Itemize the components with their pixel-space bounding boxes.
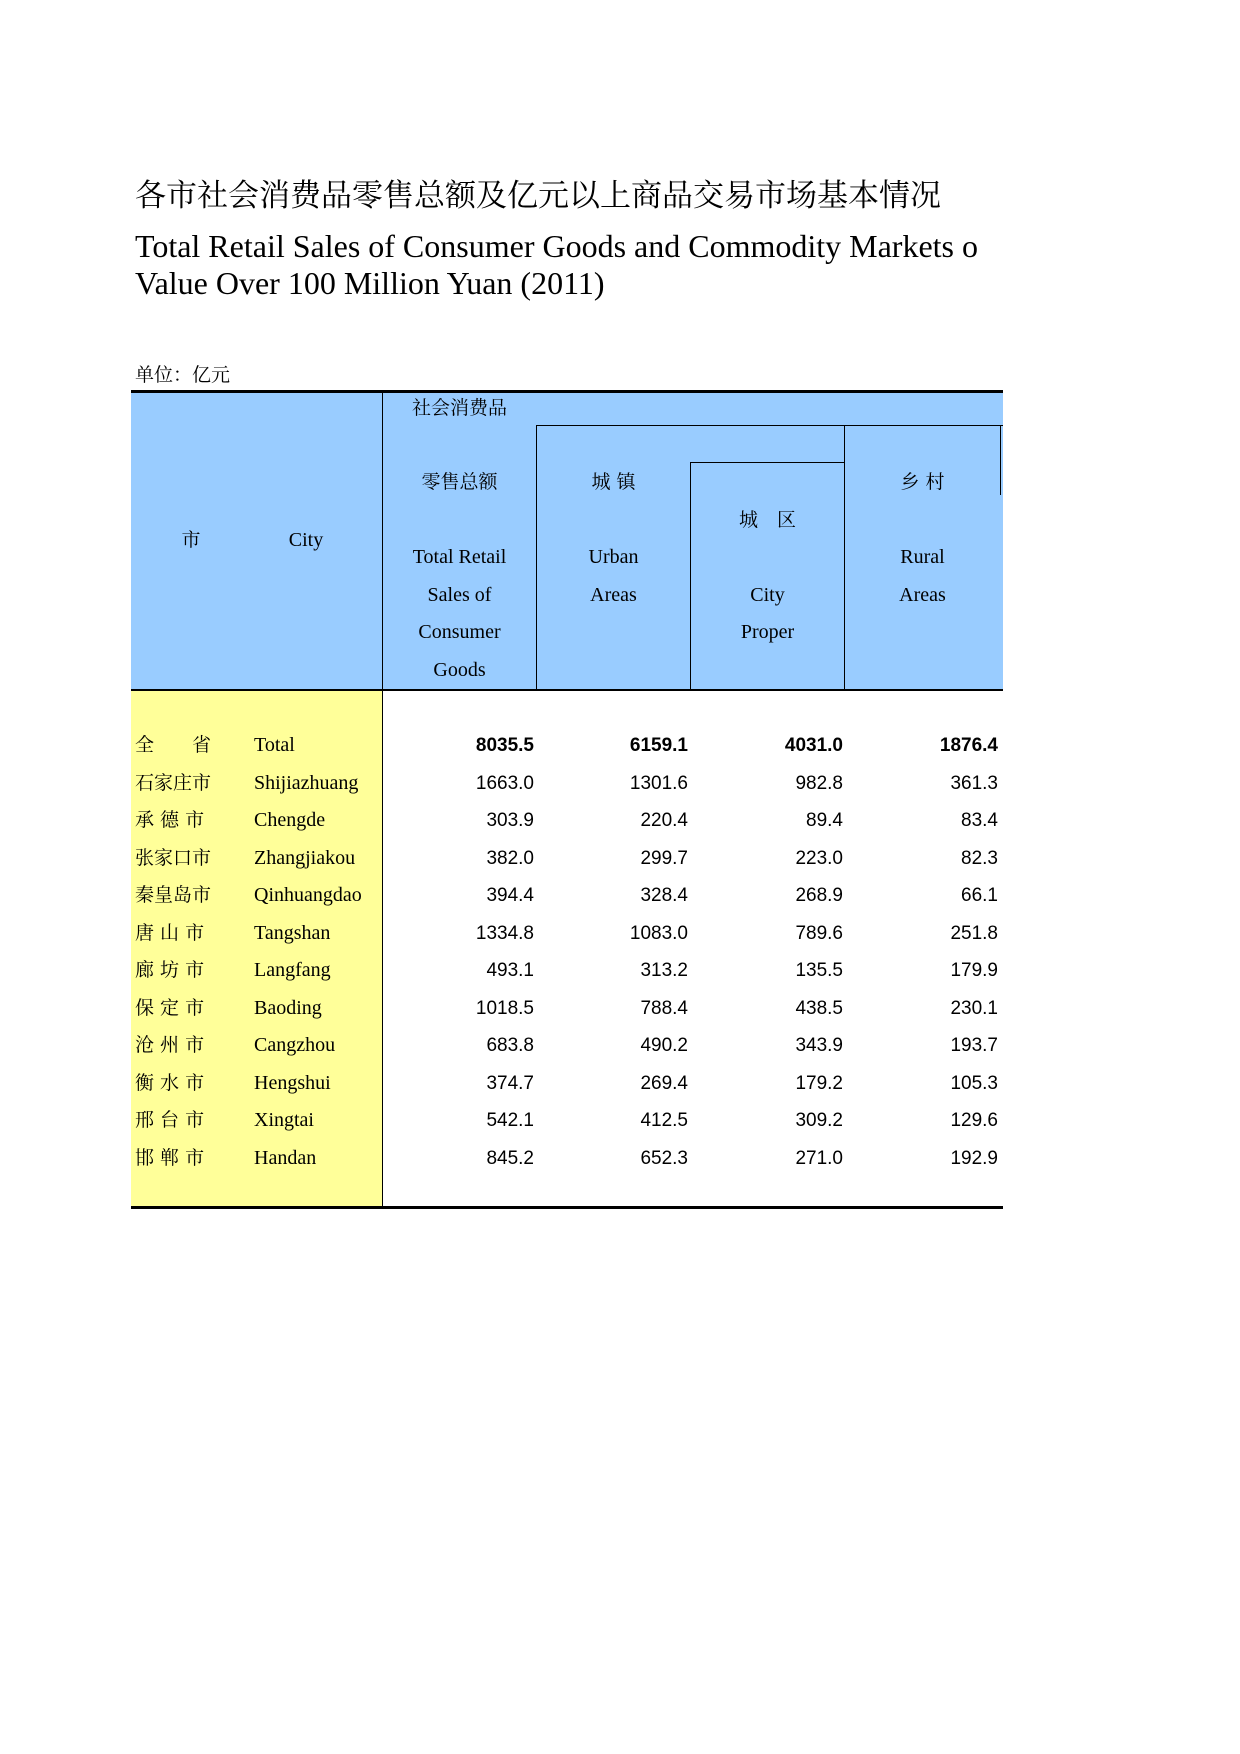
page-title-en: Total Retail Sales of Consumer Goods and Commodity Markets o bbox=[135, 228, 978, 264]
cell-total-sales: 374.7 bbox=[486, 1072, 534, 1094]
cell-urban: 220.4 bbox=[640, 810, 688, 831]
row-city-en: Tangshan bbox=[254, 921, 331, 944]
cell-rural: 230.1 bbox=[950, 997, 998, 1019]
cell-rural: 82.3 bbox=[961, 847, 998, 869]
table-row bbox=[131, 765, 1003, 803]
cell-city-proper: 309.2 bbox=[795, 1110, 843, 1131]
cell-urban: 6159.1 bbox=[629, 735, 688, 756]
row-city-cn: 保 定 市 bbox=[135, 996, 205, 1019]
header-rural-en-2: Areas bbox=[899, 584, 946, 606]
statistics-table bbox=[131, 390, 1003, 1220]
cell-urban: 313.2 bbox=[640, 960, 688, 981]
header-group-cn: 社会消费品 bbox=[411, 397, 507, 419]
cell-city-proper: 89.4 bbox=[806, 810, 843, 831]
table-row bbox=[131, 877, 1003, 915]
top-border bbox=[131, 390, 1003, 393]
cell-urban: 269.4 bbox=[640, 1072, 688, 1094]
cell-city-proper: 982.8 bbox=[795, 772, 843, 794]
row-city-cn: 石家庄市 bbox=[135, 771, 212, 794]
row-city-en: Baoding bbox=[254, 996, 322, 1019]
cell-total-sales: 845.2 bbox=[486, 1147, 534, 1169]
page-title-en-line2: Value Over 100 Million Yuan (2011) bbox=[135, 265, 605, 301]
cell-total-sales: 1663.0 bbox=[475, 772, 534, 794]
header-total-en-1: Total Retail bbox=[412, 546, 507, 568]
row-city-en: Shijiazhuang bbox=[254, 771, 359, 794]
cell-rural: 251.8 bbox=[950, 922, 998, 944]
table-row bbox=[131, 990, 1003, 1028]
cell-rural: 192.9 bbox=[950, 1147, 998, 1169]
header-city-en: City bbox=[288, 529, 324, 551]
cell-city-proper: 135.5 bbox=[795, 960, 843, 981]
cell-urban: 652.3 bbox=[640, 1147, 688, 1169]
cell-city-proper: 223.0 bbox=[795, 847, 843, 869]
row-city-en: Qinhuangdao bbox=[254, 884, 362, 906]
row-city-cn: 全 省 bbox=[135, 734, 212, 756]
unit-label: 单位：亿元 bbox=[135, 364, 231, 386]
row-city-cn: 衡 水 市 bbox=[135, 1071, 205, 1094]
header-urban-cn: 城 镇 bbox=[591, 471, 636, 493]
header-cityproper-en-2: Proper bbox=[740, 621, 795, 643]
table-row bbox=[131, 952, 1003, 990]
row-city-cn: 沧 州 市 bbox=[135, 1034, 205, 1056]
cell-rural: 105.3 bbox=[950, 1072, 998, 1094]
cell-city-proper: 268.9 bbox=[795, 885, 843, 906]
cell-total-sales: 1018.5 bbox=[475, 997, 534, 1019]
row-city-cn: 廊 坊 市 bbox=[135, 959, 205, 981]
cell-rural: 1876.4 bbox=[939, 735, 998, 756]
row-city-cn: 承 德 市 bbox=[135, 809, 205, 831]
header-rural-cn: 乡 村 bbox=[900, 471, 945, 493]
cell-total-sales: 1334.8 bbox=[475, 922, 534, 944]
cell-city-proper: 438.5 bbox=[795, 997, 843, 1019]
page-title-cn: 各市社会消费品零售总额及亿元以上商品交易市场基本情况 bbox=[135, 178, 941, 214]
row-city-en: Handan bbox=[254, 1146, 317, 1169]
cell-urban: 490.2 bbox=[640, 1035, 688, 1056]
cell-total-sales: 382.0 bbox=[486, 847, 534, 869]
table-row bbox=[131, 1102, 1003, 1140]
header-cityproper-cn: 城 区 bbox=[738, 509, 796, 531]
cell-rural: 66.1 bbox=[961, 885, 998, 906]
header-city-cn: 市 bbox=[181, 529, 201, 551]
row-city-en: Cangzhou bbox=[254, 1034, 336, 1056]
cityproper-top-rule bbox=[690, 462, 845, 463]
table-row bbox=[131, 915, 1003, 953]
cell-total-sales: 394.4 bbox=[486, 885, 534, 906]
header-total-en-2: Sales of bbox=[427, 584, 492, 606]
cell-city-proper: 789.6 bbox=[795, 922, 843, 944]
row-city-cn: 唐 山 市 bbox=[135, 921, 205, 944]
row-city-cn: 邢 台 市 bbox=[135, 1109, 205, 1131]
cityproper-left-rule bbox=[690, 462, 691, 690]
row-city-cn: 秦皇岛市 bbox=[135, 884, 212, 906]
row-city-en: Hengshui bbox=[254, 1071, 331, 1094]
header-bottom-border bbox=[131, 689, 1003, 691]
header-urban-en-1: Urban bbox=[588, 546, 639, 568]
cell-urban: 412.5 bbox=[640, 1110, 688, 1131]
cell-rural: 361.3 bbox=[950, 772, 998, 794]
cell-rural: 83.4 bbox=[961, 810, 998, 831]
cell-total-sales: 493.1 bbox=[486, 960, 534, 981]
header-total-cn: 零售总额 bbox=[421, 471, 498, 493]
table-row bbox=[131, 840, 1003, 878]
cell-city-proper: 343.9 bbox=[795, 1035, 843, 1056]
table-row bbox=[131, 802, 1003, 840]
cell-city-proper: 179.2 bbox=[795, 1072, 843, 1094]
cell-total-sales: 542.1 bbox=[486, 1110, 534, 1131]
cell-total-sales: 8035.5 bbox=[475, 735, 534, 756]
cell-rural: 179.9 bbox=[950, 960, 998, 981]
table-row bbox=[131, 1065, 1003, 1103]
cell-total-sales: 683.8 bbox=[486, 1035, 534, 1056]
header-cityproper-en-1: City bbox=[750, 584, 785, 606]
table-row bbox=[131, 1140, 1003, 1178]
row-city-en: Langfang bbox=[254, 959, 331, 981]
cell-city-proper: 4031.0 bbox=[784, 735, 843, 756]
cell-rural: 193.7 bbox=[950, 1035, 998, 1056]
subgroup-top-rule bbox=[536, 425, 1003, 426]
header-total-en-4: Goods bbox=[433, 659, 486, 681]
cell-rural: 129.6 bbox=[950, 1110, 998, 1131]
cell-urban: 1301.6 bbox=[629, 772, 688, 794]
cell-urban: 788.4 bbox=[640, 997, 688, 1019]
header-rural-en-1: Rural bbox=[900, 546, 945, 568]
cell-urban: 299.7 bbox=[640, 847, 688, 869]
rural-right-rule bbox=[1000, 425, 1001, 495]
row-city-en: Zhangjiakou bbox=[254, 846, 356, 869]
bottom-border bbox=[131, 1206, 1003, 1209]
header-total-en-3: Consumer bbox=[418, 621, 501, 643]
row-city-en: Total bbox=[254, 734, 295, 756]
row-city-cn: 邯 郸 市 bbox=[135, 1146, 205, 1169]
cell-urban: 328.4 bbox=[640, 885, 688, 906]
header-urban-en-2: Areas bbox=[590, 584, 637, 606]
cell-city-proper: 271.0 bbox=[795, 1147, 843, 1169]
cell-total-sales: 303.9 bbox=[486, 810, 534, 831]
row-city-en: Chengde bbox=[254, 809, 326, 831]
cell-urban: 1083.0 bbox=[629, 922, 688, 944]
row-city-cn: 张家口市 bbox=[135, 846, 212, 869]
table-row-total bbox=[131, 727, 1003, 765]
table-row bbox=[131, 1027, 1003, 1065]
row-city-en: Xingtai bbox=[254, 1109, 314, 1131]
